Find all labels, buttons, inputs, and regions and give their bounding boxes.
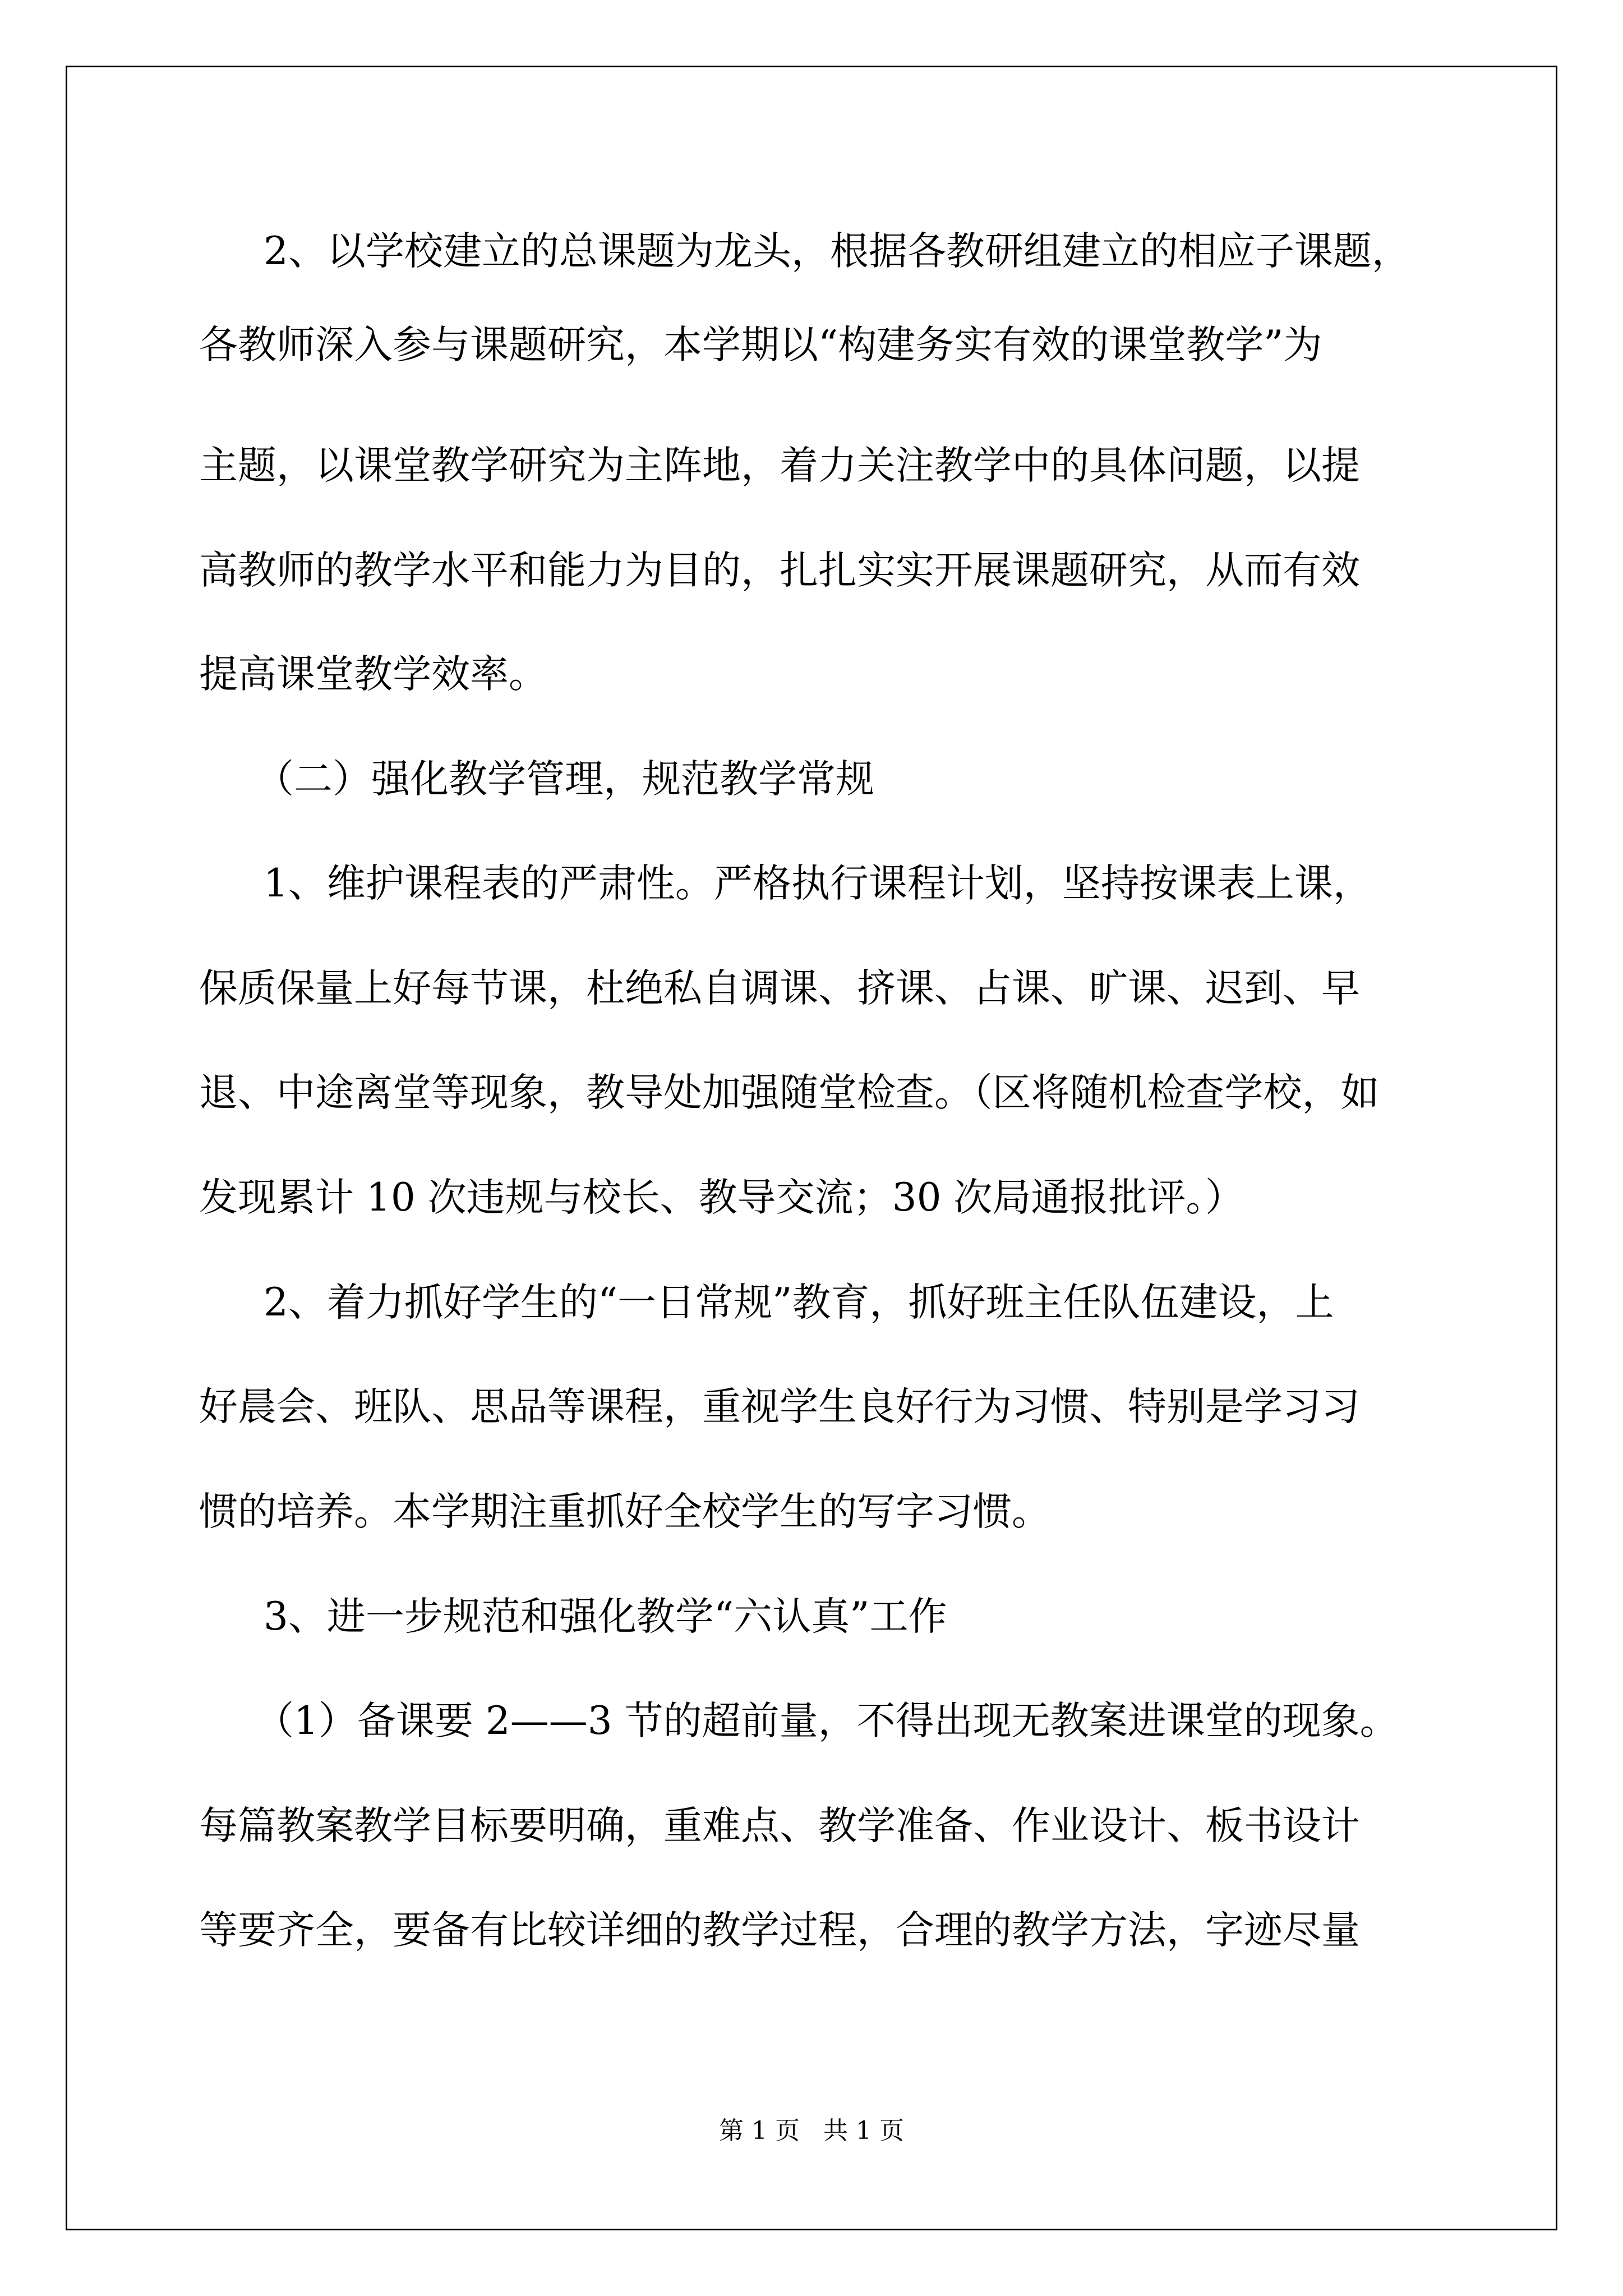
paragraph-line: 退、中途离堂等现象，教导处加强随堂检查。（区将随机检查学校，如	[199, 1070, 1380, 1115]
paragraph-line: 1、维护课程表的严肃性。严格执行课程计划，坚持按课表上课，	[264, 861, 1372, 906]
paragraph-line: 等要齐全，要备有比较详细的教学过程，合理的教学方法，字迹尽量	[199, 1908, 1360, 1953]
paragraph-line: 各教师深入参与课题研究，本学期以“构建务实有效的课堂教学”为	[199, 323, 1322, 367]
paragraph-line: 高教师的教学水平和能力为目的，扎扎实实开展课题研究，从而有效	[199, 548, 1360, 593]
page-border	[66, 66, 1557, 2230]
paragraph-line: 2、着力抓好学生的“一日常规”教育，抓好班主任队伍建设，上	[264, 1280, 1334, 1325]
paragraph-line: 主题，以课堂教学研究为主阵地，着力关注教学中的具体问题，以提	[199, 443, 1360, 488]
paragraph-line: （1）备课要 2——3 节的超前量，不得出现无教案进课堂的现象。	[255, 1699, 1399, 1743]
paragraph-line: 好晨会、班队、思品等课程，重视学生良好行为习惯、特别是学习习	[199, 1384, 1360, 1429]
page-number-footer: 第 1 页 共 1 页	[719, 2116, 904, 2145]
paragraph-line: 提高课堂教学效率。	[199, 652, 547, 697]
paragraph-line: 保质保量上好每节课，杜绝私自调课、挤课、占课、旷课、迟到、早	[199, 966, 1360, 1011]
paragraph-line: 3、进一步规范和强化教学“六认真”工作	[264, 1594, 947, 1639]
paragraph-line: 发现累计 10 次违规与校长、教导交流；30 次局通报批评。）	[199, 1175, 1244, 1220]
paragraph-line: 2、以学校建立的总课题为龙头，根据各教研组建立的相应子课题，	[264, 229, 1410, 274]
paragraph-line: 惯的培养。本学期注重抓好全校学生的写字习惯。	[199, 1489, 1050, 1534]
paragraph-line: 每篇教案教学目标要明确，重难点、教学准备、作业设计、板书设计	[199, 1803, 1360, 1848]
section-heading: （二）强化教学管理，规范教学常规	[255, 757, 874, 802]
